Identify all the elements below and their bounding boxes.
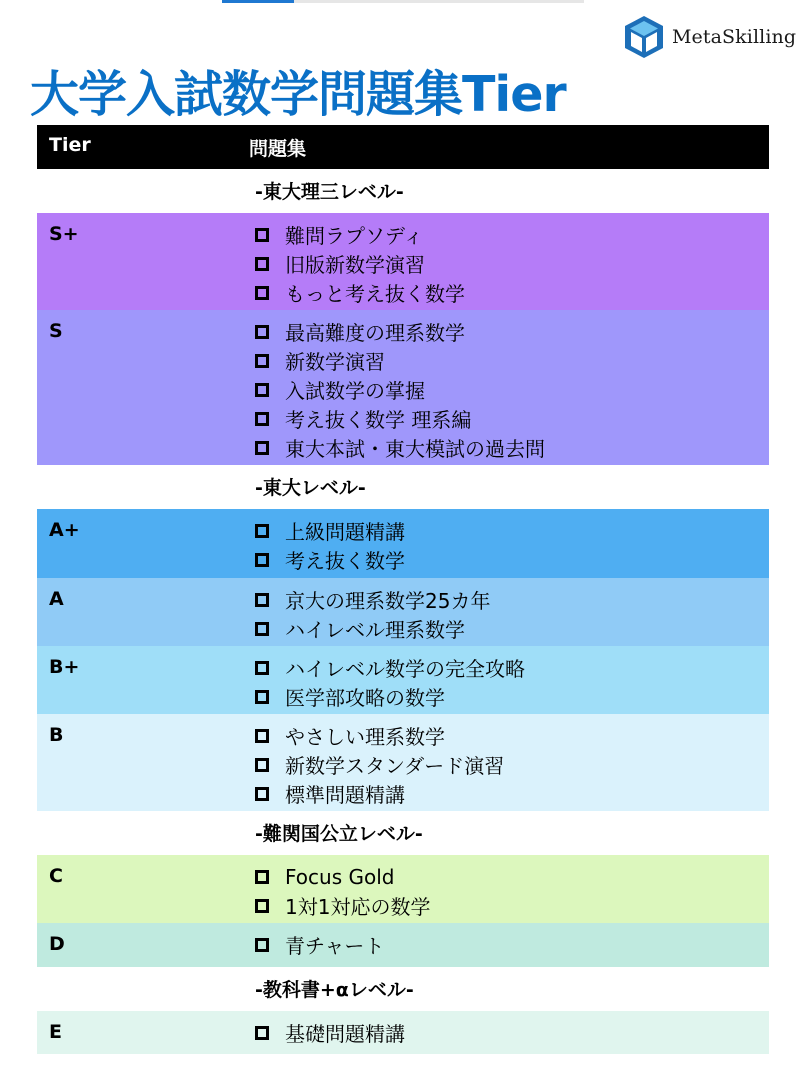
book-list [249,578,769,646]
tier-label: B+ [49,656,80,678]
top-progress-segment [222,0,294,3]
header-tier: Tier [49,134,91,156]
book-title: ハイレベル数学の完全攻略 [285,657,525,681]
book-item [249,278,769,307]
book-item [249,682,769,711]
tier-label: E [49,1021,62,1043]
checkbox-icon[interactable] [255,690,269,704]
section-label: -難関国公立レベル- [255,823,423,845]
checkbox-icon[interactable] [255,870,269,884]
book-item [249,653,769,682]
book-title: 医学部攻略の数学 [285,686,445,710]
book-title: 標準問題精講 [285,783,405,807]
checkbox-icon[interactable] [255,899,269,913]
book-title: 旧版新数学演習 [285,253,425,277]
book-list [249,213,769,310]
checkbox-icon[interactable] [255,787,269,801]
book-item [249,930,769,959]
book-title: 考え抜く数学 [285,549,405,573]
book-item [249,516,769,545]
checkbox-icon[interactable] [255,553,269,567]
book-list [249,646,769,714]
book-item [249,721,769,750]
book-list [249,923,769,967]
checkbox-icon[interactable] [255,729,269,743]
tier-row [37,1011,769,1054]
section-label: -教科書+αレベル- [255,979,414,1001]
tier-label: C [49,865,63,887]
book-title: 最高難度の理系数学 [285,321,465,345]
book-list [249,714,769,811]
section-row [37,169,769,213]
book-title: Focus Gold [285,864,395,889]
checkbox-icon[interactable] [255,325,269,339]
checkbox-icon[interactable] [255,354,269,368]
tier-label: D [49,933,65,955]
checkbox-icon[interactable] [255,593,269,607]
book-title: 東大本試・東大模試の過去問 [285,437,545,461]
book-title: 新数学演習 [285,350,385,374]
book-title: 考え抜く数学 理系編 [285,408,472,432]
section-row [37,967,769,1011]
section-row [37,465,769,509]
book-item [249,249,769,278]
tier-row [37,509,769,578]
book-title: やさしい理系数学 [285,725,445,749]
book-list [249,1011,769,1054]
tier-label: S [49,320,63,342]
book-item [249,891,769,920]
checkbox-icon[interactable] [255,661,269,675]
book-item [249,614,769,643]
book-title: 難問ラプソディ [285,224,424,248]
checkbox-icon[interactable] [255,938,269,952]
top-progress-bar [222,0,584,3]
book-title: 入試数学の掌握 [285,379,425,403]
tier-label: B [49,724,64,746]
checkbox-icon[interactable] [255,228,269,242]
tier-label: A [49,588,64,610]
book-item [249,220,769,249]
tier-row [37,855,769,923]
checkbox-icon[interactable] [255,441,269,455]
book-item [249,346,769,375]
tier-row [37,578,769,646]
section-row [37,811,769,855]
checkbox-icon[interactable] [255,286,269,300]
checkbox-icon[interactable] [255,622,269,636]
tier-table [37,125,769,1054]
book-title: 新数学スタンダード演習 [285,754,505,778]
brand-logo [622,14,796,60]
tier-row [37,714,769,811]
book-title: 京大の理系数学25カ年 [285,589,491,613]
book-title: 基礎問題精講 [285,1022,405,1046]
book-list [249,855,769,923]
book-list [249,310,769,465]
tier-row [37,923,769,967]
book-title: 上級問題精講 [285,520,405,544]
tier-row [37,213,769,310]
section-label: -東大理三レベル- [255,181,404,203]
book-item [249,779,769,808]
checkbox-icon[interactable] [255,383,269,397]
checkbox-icon[interactable] [255,758,269,772]
book-item [249,433,769,462]
checkbox-icon[interactable] [255,1026,269,1040]
brand-name: MetaSkilling [672,26,797,48]
page-title: 大学入試数学問題集Tier [30,66,566,123]
table-header [37,125,769,169]
book-item [249,750,769,779]
tier-label: A+ [49,519,80,541]
cube-logo-icon [622,14,666,60]
book-item [249,1018,769,1047]
book-item [249,317,769,346]
book-list [249,509,769,578]
book-title: ハイレベル理系数学 [285,618,465,642]
section-label: -東大レベル- [255,477,366,499]
book-item [249,862,769,891]
checkbox-icon[interactable] [255,412,269,426]
book-item [249,585,769,614]
checkbox-icon[interactable] [255,257,269,271]
tier-label: S+ [49,223,79,245]
book-title: 青チャート [285,934,385,958]
book-item [249,545,769,574]
book-item [249,404,769,433]
book-item [249,375,769,404]
tier-row [37,310,769,465]
tier-row [37,646,769,714]
book-title: 1対1対応の数学 [285,895,431,919]
header-books: 問題集 [249,138,307,160]
book-title: もっと考え抜く数学 [285,282,465,306]
checkbox-icon[interactable] [255,524,269,538]
